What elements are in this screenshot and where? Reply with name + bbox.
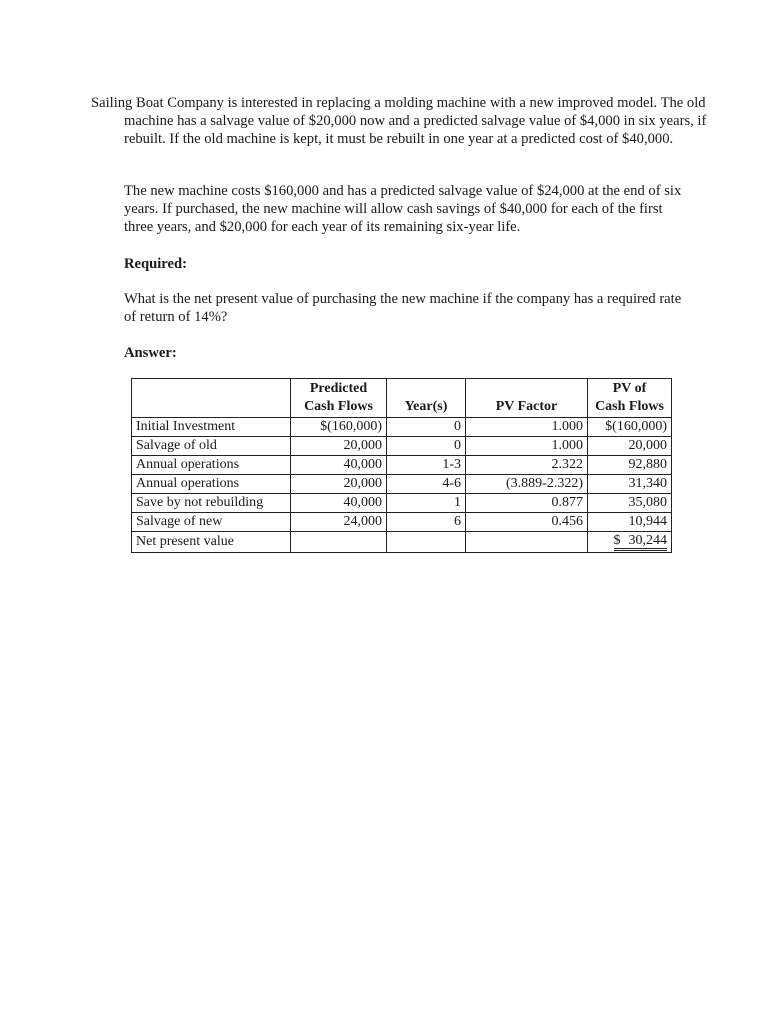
npv-table xyxy=(131,378,672,553)
net-currency-sign: $ xyxy=(613,533,621,548)
row-label: Initial Investment xyxy=(132,418,291,437)
row-cash-flow: 20,000 xyxy=(291,437,387,456)
table-row xyxy=(132,437,672,456)
net-present-value-amount: 30,244 xyxy=(628,533,667,548)
row-label: Annual operations xyxy=(132,456,291,475)
row-pv-factor: 2.322 xyxy=(466,456,588,475)
table-row xyxy=(132,494,672,513)
row-cash-flow: 40,000 xyxy=(291,494,387,513)
row-years: 1 xyxy=(387,494,466,513)
row-cash-flow: 24,000 xyxy=(291,513,387,532)
row-pv-factor: (3.889-2.322) xyxy=(466,475,588,494)
row-pv-factor: 0.456 xyxy=(466,513,588,532)
row-label: Save by not rebuilding xyxy=(132,494,291,513)
net-total-underlined xyxy=(614,534,668,551)
table-row xyxy=(132,513,672,532)
new-machine-paragraph: The new machine costs $160,000 and has a predicted salvage value of $24,000 at the end of six years. If purchased, the new machine will allow cash savings of $40,000 for each of the first three years, and $20,000 for each year of its remaining six-year life. xyxy=(124,183,682,235)
table-row xyxy=(132,475,672,494)
required-heading: Required: xyxy=(124,256,187,272)
row-pv: 20,000 xyxy=(588,437,672,456)
table-row xyxy=(132,418,672,437)
row-cash-flow: 40,000 xyxy=(291,456,387,475)
row-label: Annual operations xyxy=(132,475,291,494)
row-pv: 92,880 xyxy=(588,456,672,475)
header-pv-factor: PV Factor xyxy=(466,379,588,418)
header-predicted-cash-flows xyxy=(291,379,387,418)
header-label xyxy=(132,379,291,418)
header-years: Year(s) xyxy=(387,379,466,418)
row-pv-factor: 1.000 xyxy=(466,418,588,437)
row-years: 0 xyxy=(387,437,466,456)
row-pv-factor: 0.877 xyxy=(466,494,588,513)
row-years: 4-6 xyxy=(387,475,466,494)
header-pv-line2: Cash Flows xyxy=(595,399,664,414)
row-pv: 35,080 xyxy=(588,494,672,513)
net-empty-years xyxy=(387,532,466,553)
row-pv: $(160,000) xyxy=(588,418,672,437)
header-predicted-line1: Predicted xyxy=(309,381,368,396)
net-present-value-label: Net present value xyxy=(132,532,291,553)
net-present-value-row xyxy=(132,532,672,553)
net-present-value-total xyxy=(588,532,672,553)
row-label: Salvage of new xyxy=(132,513,291,532)
problem-intro: Sailing Boat Company is interested in replacing a molding machine with a new improved model. The old machine has a salvage value of $20,000 now and a predicted salvage value of $4,000 in six years, if rebuilt. If the old machine is kept, it must be rebuilt in one year at a predicted cost of $40,000. xyxy=(91,95,707,147)
row-pv-factor: 1.000 xyxy=(466,437,588,456)
question-paragraph: What is the net present value of purchasing the new machine if the company has a required rate of return of 14%? xyxy=(124,291,682,325)
row-years: 6 xyxy=(387,513,466,532)
row-label: Salvage of old xyxy=(132,437,291,456)
row-cash-flow: 20,000 xyxy=(291,475,387,494)
header-predicted-line2: Cash Flows xyxy=(304,399,373,414)
net-empty-pv-factor xyxy=(466,532,588,553)
net-empty-cash-flow xyxy=(291,532,387,553)
header-pv-cash-flows xyxy=(588,379,672,418)
row-cash-flow: $(160,000) xyxy=(291,418,387,437)
table-row xyxy=(132,456,672,475)
row-pv: 31,340 xyxy=(588,475,672,494)
row-pv: 10,944 xyxy=(588,513,672,532)
answer-heading: Answer: xyxy=(124,345,177,361)
table-header-row xyxy=(132,379,672,418)
row-years: 1-3 xyxy=(387,456,466,475)
header-pv-line1: PV of xyxy=(612,381,647,396)
row-years: 0 xyxy=(387,418,466,437)
